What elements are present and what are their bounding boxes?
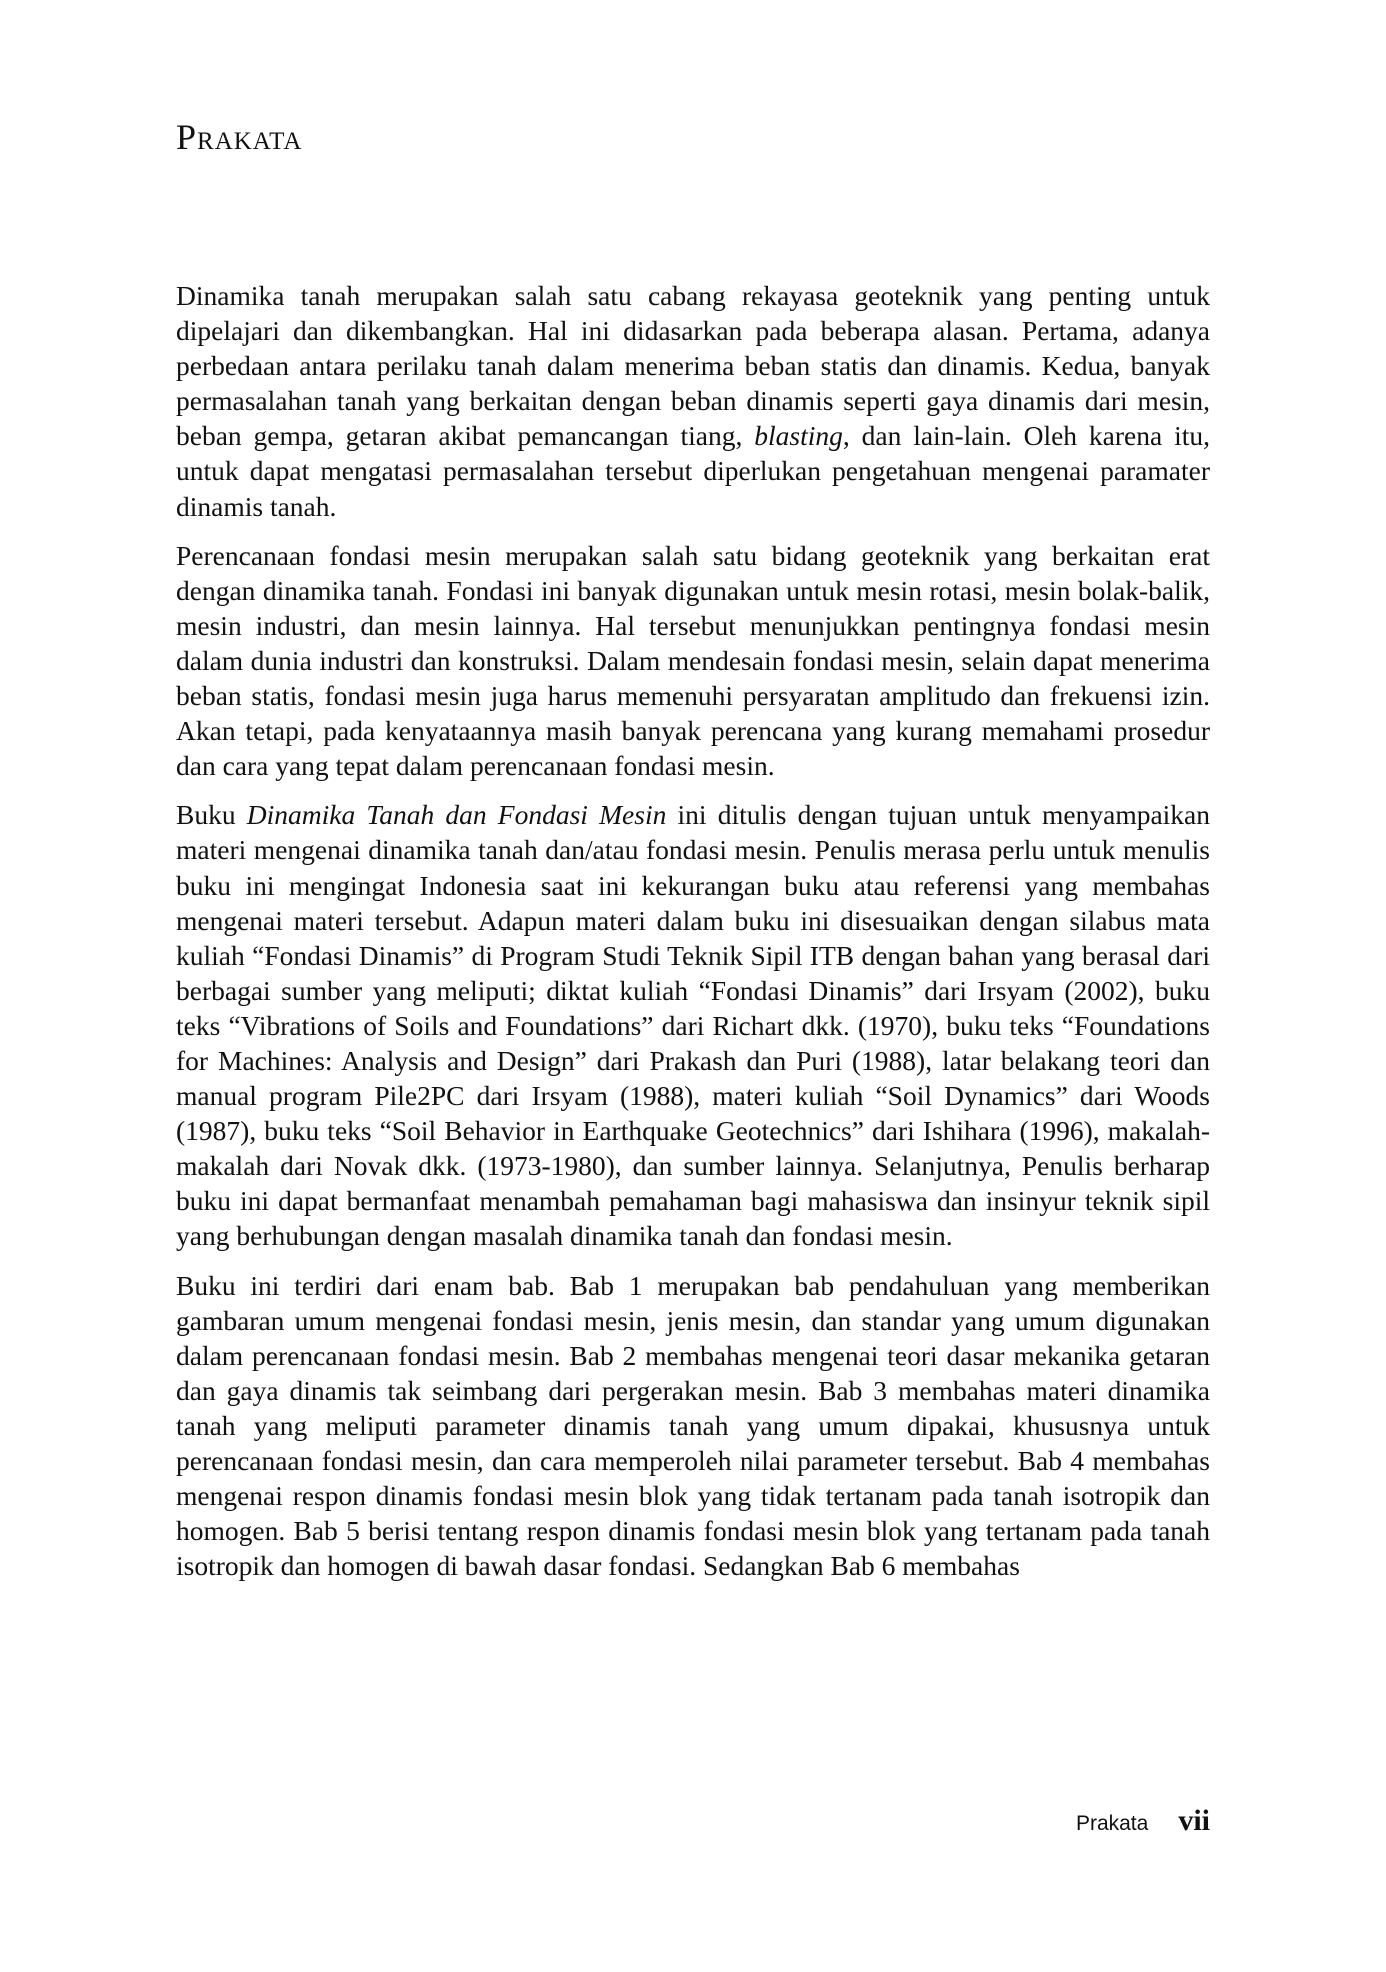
paragraph-3 xyxy=(176,797,1210,1253)
italic-term-blasting: blasting xyxy=(754,420,843,452)
paragraph-3-text: Buku xyxy=(176,799,247,831)
page-footer xyxy=(1076,1804,1210,1838)
paragraph-2 xyxy=(176,538,1210,784)
paragraph-4 xyxy=(176,1268,1210,1584)
paragraph-1 xyxy=(176,278,1210,524)
paragraph-1-text-continued: , dan lain-lain. Oleh karena itu, untuk dapat mengatasi permasalahan tersebut diperlukan pengetahuan mengenai paramater dinamis tanah. xyxy=(176,420,1210,522)
page-number: vii xyxy=(1178,1804,1210,1837)
paragraph-3-text-continued: ini ditulis dengan tujuan untuk menyampaikan materi mengenai dinamika tanah dan/atau fondasi mesin. Penulis merasa perlu untuk menulis buku ini mengingat Indonesia saat ini kekurangan buku atau referensi yang membahas mengenai materi tersebut. Adapun materi dalam buku ini disesuaikan dengan silabus mata kuliah “Fondasi Dinamis” di Program Studi Teknik Sipil ITB dengan bahan yang berasal dari berbagai sumber yang meliputi; diktat kuliah “Fondasi Dinamis” dari Irsyam (2002), buku teks “Vibrations of Soils and Foundations” dari Richart dkk. (1970), buku teks “Foundations for Machines: Analysis and Design” dari Prakash dan Puri (1988), latar belakang teori dan manual program Pile2PC dari Irsyam (1988), materi kuliah “Soil Dynamics” dari Woods (1987), buku teks “Soil Behavior in Earthquake Geotechnics” dari Ishihara (1996), makalah-makalah dari Novak dkk. (1973-1980), dan sumber lainnya. Selanjutnya, Penulis berharap buku ini dapat bermanfaat menambah pemahaman bagi mahasiswa dan insinyur teknik sipil yang berhubungan dengan masalah dinamika tanah dan fondasi mesin. xyxy=(176,799,1211,1252)
running-footer-label: Prakata xyxy=(1075,1812,1149,1835)
body-text xyxy=(176,278,1210,1597)
paragraph-1-text: Dinamika tanah merupakan salah satu cabang rekayasa geoteknik yang penting untuk dipelajari dan dikembangkan. Hal ini didasarkan pada beberapa alasan. Pertama, adanya perbedaan antara perilaku tanah dalam menerima beban statis dan dinamis. Kedua, banyak permasalahan tanah yang berkaitan dengan beban dinamis seperti gaya dinamis dari mesin, beban gempa, getaran akibat pemancangan tiang, xyxy=(176,280,1210,452)
italic-book-title: Dinamika Tanah dan Fondasi Mesin xyxy=(246,799,667,831)
paragraph-2-text: Perencanaan fondasi mesin merupakan salah satu bidang geoteknik yang berkaitan erat dengan dinamika tanah. Fondasi ini banyak digunakan untuk mesin rotasi, mesin bolak-balik, mesin industri, dan mesin lainnya. Hal tersebut menunjukkan pentingnya fondasi mesin dalam dunia industri dan konstruksi. Dalam mendesain fondasi mesin, selain dapat menerima beban statis, fondasi mesin juga harus memenuhi persyaratan amplitudo dan frekuensi izin. Akan tetapi, pada kenyataannya masih banyak perencana yang kurang memahami prosedur dan cara yang tepat dalam perencanaan fondasi mesin. xyxy=(176,539,1210,782)
paragraph-4-text: Buku ini terdiri dari enam bab. Bab 1 merupakan bab pendahuluan yang memberikan gambaran umum mengenai fondasi mesin, jenis mesin, dan standar yang umum digunakan dalam perencanaan fondasi mesin. Bab 2 membahas mengenai teori dasar mekanika getaran dan gaya dinamis tak seimbang dari pergerakan mesin. Bab 3 membahas materi dinamika tanah yang meliputi parameter dinamis tanah yang umum dipakai, khususnya untuk perencanaan fondasi mesin, dan cara memperoleh nilai parameter tersebut. Bab 4 membahas mengenai respon dinamis fondasi mesin blok yang tidak tertanam pada tanah isotropik dan homogen. Bab 5 berisi tentang respon dinamis fondasi mesin blok yang tertanam pada tanah isotropik dan homogen di bawah dasar fondasi. Sedangkan Bab 6 membahas xyxy=(176,1269,1210,1582)
page-title: Prakata xyxy=(176,117,303,157)
